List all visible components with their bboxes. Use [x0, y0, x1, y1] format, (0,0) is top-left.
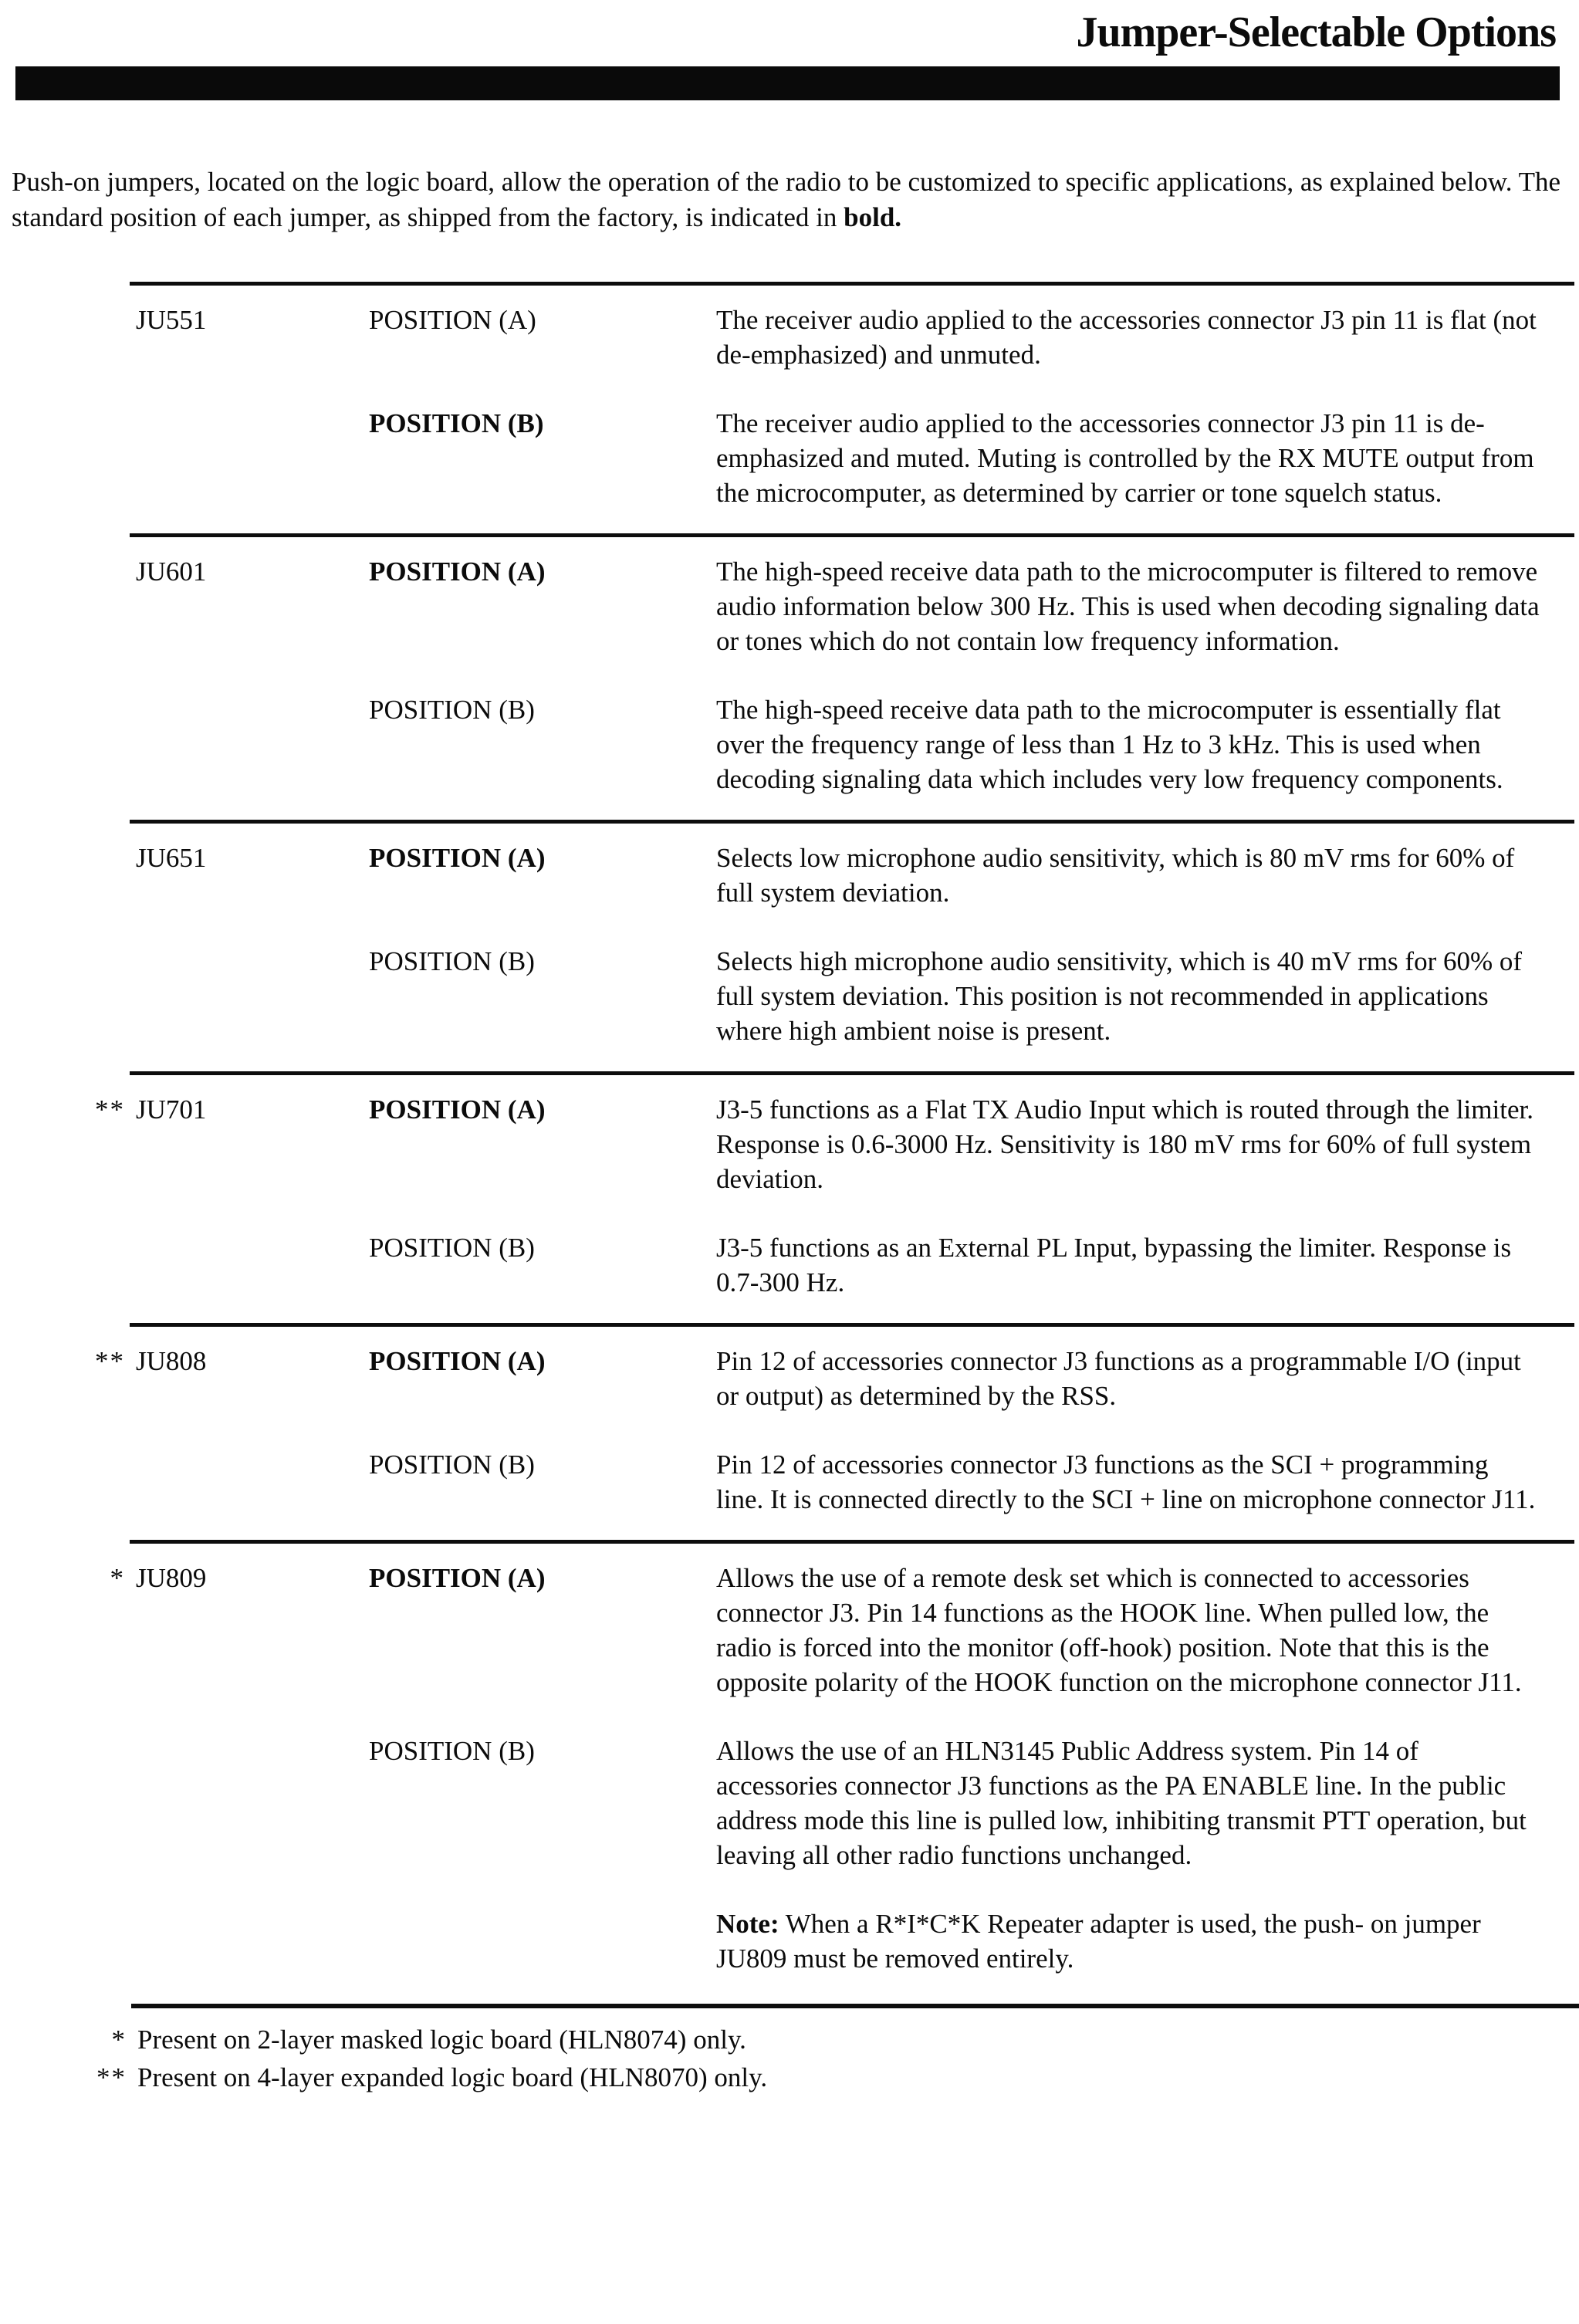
- spacer: [0, 944, 133, 1048]
- jumper-marker: [0, 303, 133, 372]
- jumper-section-ju701: [0, 1071, 1579, 1323]
- position-description: Pin 12 of accessories connector J3 functions as a programmable I/O (input or output) as determined by the RSS.: [716, 1346, 1521, 1412]
- spacer: [133, 406, 369, 510]
- spacer: [0, 1447, 133, 1517]
- spacer: [0, 406, 133, 510]
- position-label: POSITION (B): [369, 695, 535, 726]
- jumper-position-row: [0, 554, 1579, 658]
- jumper-marker: **: [95, 1346, 125, 1377]
- footnote: [0, 2058, 1579, 2096]
- spacer: [0, 1906, 133, 1976]
- jumper-section-ju551: [0, 282, 1579, 533]
- jumper-position-row: [0, 1092, 1579, 1196]
- jumper-position-row: [0, 1734, 1579, 1872]
- jumper-marker: [0, 841, 133, 910]
- spacer: [0, 1734, 133, 1872]
- jumper-options-table: [0, 282, 1579, 1999]
- footnote-marker: *: [111, 2025, 127, 2055]
- position-label: POSITION (A): [369, 1094, 546, 1125]
- jumper-position-row: [0, 406, 1579, 510]
- position-description: The receiver audio applied to the accessories connector J3 pin 11 is flat (not de-emphasized) and unmuted.: [716, 305, 1537, 370]
- footnote-marker: **: [96, 2062, 127, 2093]
- page-title: Jumper-Selectable Options: [1076, 8, 1556, 56]
- spacer: [133, 1906, 369, 1976]
- position-label: POSITION (B): [369, 1233, 535, 1263]
- intro-text: Push-on jumpers, located on the logic board, allow the operation of the radio to be customized to specific applications, as explained below. The standard position of each jumper, as shipped from the factory, is indicated in: [12, 167, 1561, 233]
- jumper-position-row: [0, 1561, 1579, 1700]
- spacer: [0, 692, 133, 797]
- position-label: POSITION (A): [369, 1563, 546, 1594]
- position-description: The high-speed receive data path to the microcomputer is filtered to remove audio information below 300 Hz. This is used when decoding signaling data or tones which do not contain low frequency information.: [716, 556, 1540, 657]
- note-row: [0, 1906, 1579, 1976]
- jumper-label: JU651: [136, 843, 207, 874]
- jumper-marker: *: [110, 1563, 125, 1594]
- title-divider-bar: [15, 66, 1560, 100]
- position-description: J3-5 functions as a Flat TX Audio Input which is routed through the limiter. Response is 0.6-3000 Hz. Sensitivity is 180 mV rms for 60% of full system deviation.: [716, 1094, 1533, 1195]
- position-description: Allows the use of an HLN3145 Public Address system. Pin 14 of accessories connector J3 functions as the PA ENABLE line. In the public address mode this line is pulled low, inhibiting transmit PTT operation, but leaving all other radio functions unchanged.: [716, 1736, 1527, 1871]
- spacer: [133, 1447, 369, 1517]
- position-description: Selects high microphone audio sensitivity, which is 40 mV rms for 60% of full system deviation. This position is not recommended in applications where high ambient noise is present.: [716, 946, 1523, 1047]
- position-label: POSITION (B): [369, 408, 544, 439]
- spacer: [369, 1906, 716, 1976]
- position-label: POSITION (A): [369, 556, 546, 587]
- jumper-marker: [0, 554, 133, 658]
- page-header: [0, 0, 1579, 57]
- jumper-section-ju808: [0, 1323, 1579, 1540]
- jumper-position-row: [0, 841, 1579, 910]
- spacer: [133, 944, 369, 1048]
- position-label: POSITION (B): [369, 1450, 535, 1480]
- jumper-position-row: [0, 692, 1579, 797]
- footnote-text: Present on 4-layer expanded logic board (HLN8070) only.: [137, 2062, 768, 2093]
- note-text: When a R*I*C*K Repeater adapter is used, the push- on jumper JU809 must be removed entirely.: [716, 1909, 1481, 1974]
- position-description: J3-5 functions as an External PL Input, bypassing the limiter. Response is 0.7-300 Hz.: [716, 1233, 1512, 1298]
- position-description: Pin 12 of accessories connector J3 functions as the SCI + programming line. It is connected directly to the SCI + line on microphone connector J11.: [716, 1450, 1536, 1515]
- spacer: [133, 1230, 369, 1300]
- jumper-position-row: [0, 1344, 1579, 1413]
- position-description: Allows the use of a remote desk set which is connected to accessories connector J3. Pin 14 functions as the HOOK line. When pulled low, the radio is forced into the monitor (off-hook) position. Note that this is the opposite polarity of the HOOK function on the microphone connector J11.: [716, 1563, 1522, 1698]
- jumper-section-ju601: [0, 533, 1579, 820]
- jumper-label: JU809: [136, 1563, 207, 1594]
- intro-paragraph: [0, 127, 1579, 235]
- footnote-text: Present on 2-layer masked logic board (HLN8074) only.: [137, 2025, 746, 2055]
- position-label: POSITION (A): [369, 1346, 546, 1377]
- jumper-position-row: [0, 1230, 1579, 1300]
- jumper-position-row: [0, 303, 1579, 372]
- footnotes: [0, 2004, 1579, 2096]
- position-label: POSITION (A): [369, 305, 536, 336]
- jumper-section-ju809: [0, 1540, 1579, 1999]
- jumper-label: JU808: [136, 1346, 207, 1377]
- jumper-section-ju651: [0, 820, 1579, 1071]
- note-label: Note:: [716, 1909, 779, 1940]
- position-description: The high-speed receive data path to the microcomputer is essentially flat over the frequency range of less than 1 Hz to 3 kHz. This is used when decoding signaling data which includes very low frequency components.: [716, 695, 1503, 795]
- jumper-label: JU551: [136, 305, 207, 336]
- position-description: Selects low microphone audio sensitivity, which is 80 mV rms for 60% of full system deviation.: [716, 843, 1515, 908]
- jumper-label: JU601: [136, 556, 207, 587]
- jumper-position-row: [0, 944, 1579, 1048]
- jumper-marker: **: [95, 1094, 125, 1125]
- position-label: POSITION (B): [369, 1736, 535, 1767]
- position-label: POSITION (A): [369, 843, 546, 874]
- footnote: [0, 2021, 1579, 2058]
- note: [716, 1906, 1573, 1976]
- position-label: POSITION (B): [369, 946, 535, 977]
- jumper-label: JU701: [136, 1094, 207, 1125]
- jumper-position-row: [0, 1447, 1579, 1517]
- spacer: [133, 692, 369, 797]
- spacer: [133, 1734, 369, 1872]
- position-description: The receiver audio applied to the accessories connector J3 pin 11 is de-emphasized and muted. Muting is controlled by the RX MUTE output from the microcomputer, as determined by carrier or tone squelch status.: [716, 408, 1534, 509]
- intro-bold-word: bold.: [844, 202, 902, 233]
- spacer: [0, 1230, 133, 1300]
